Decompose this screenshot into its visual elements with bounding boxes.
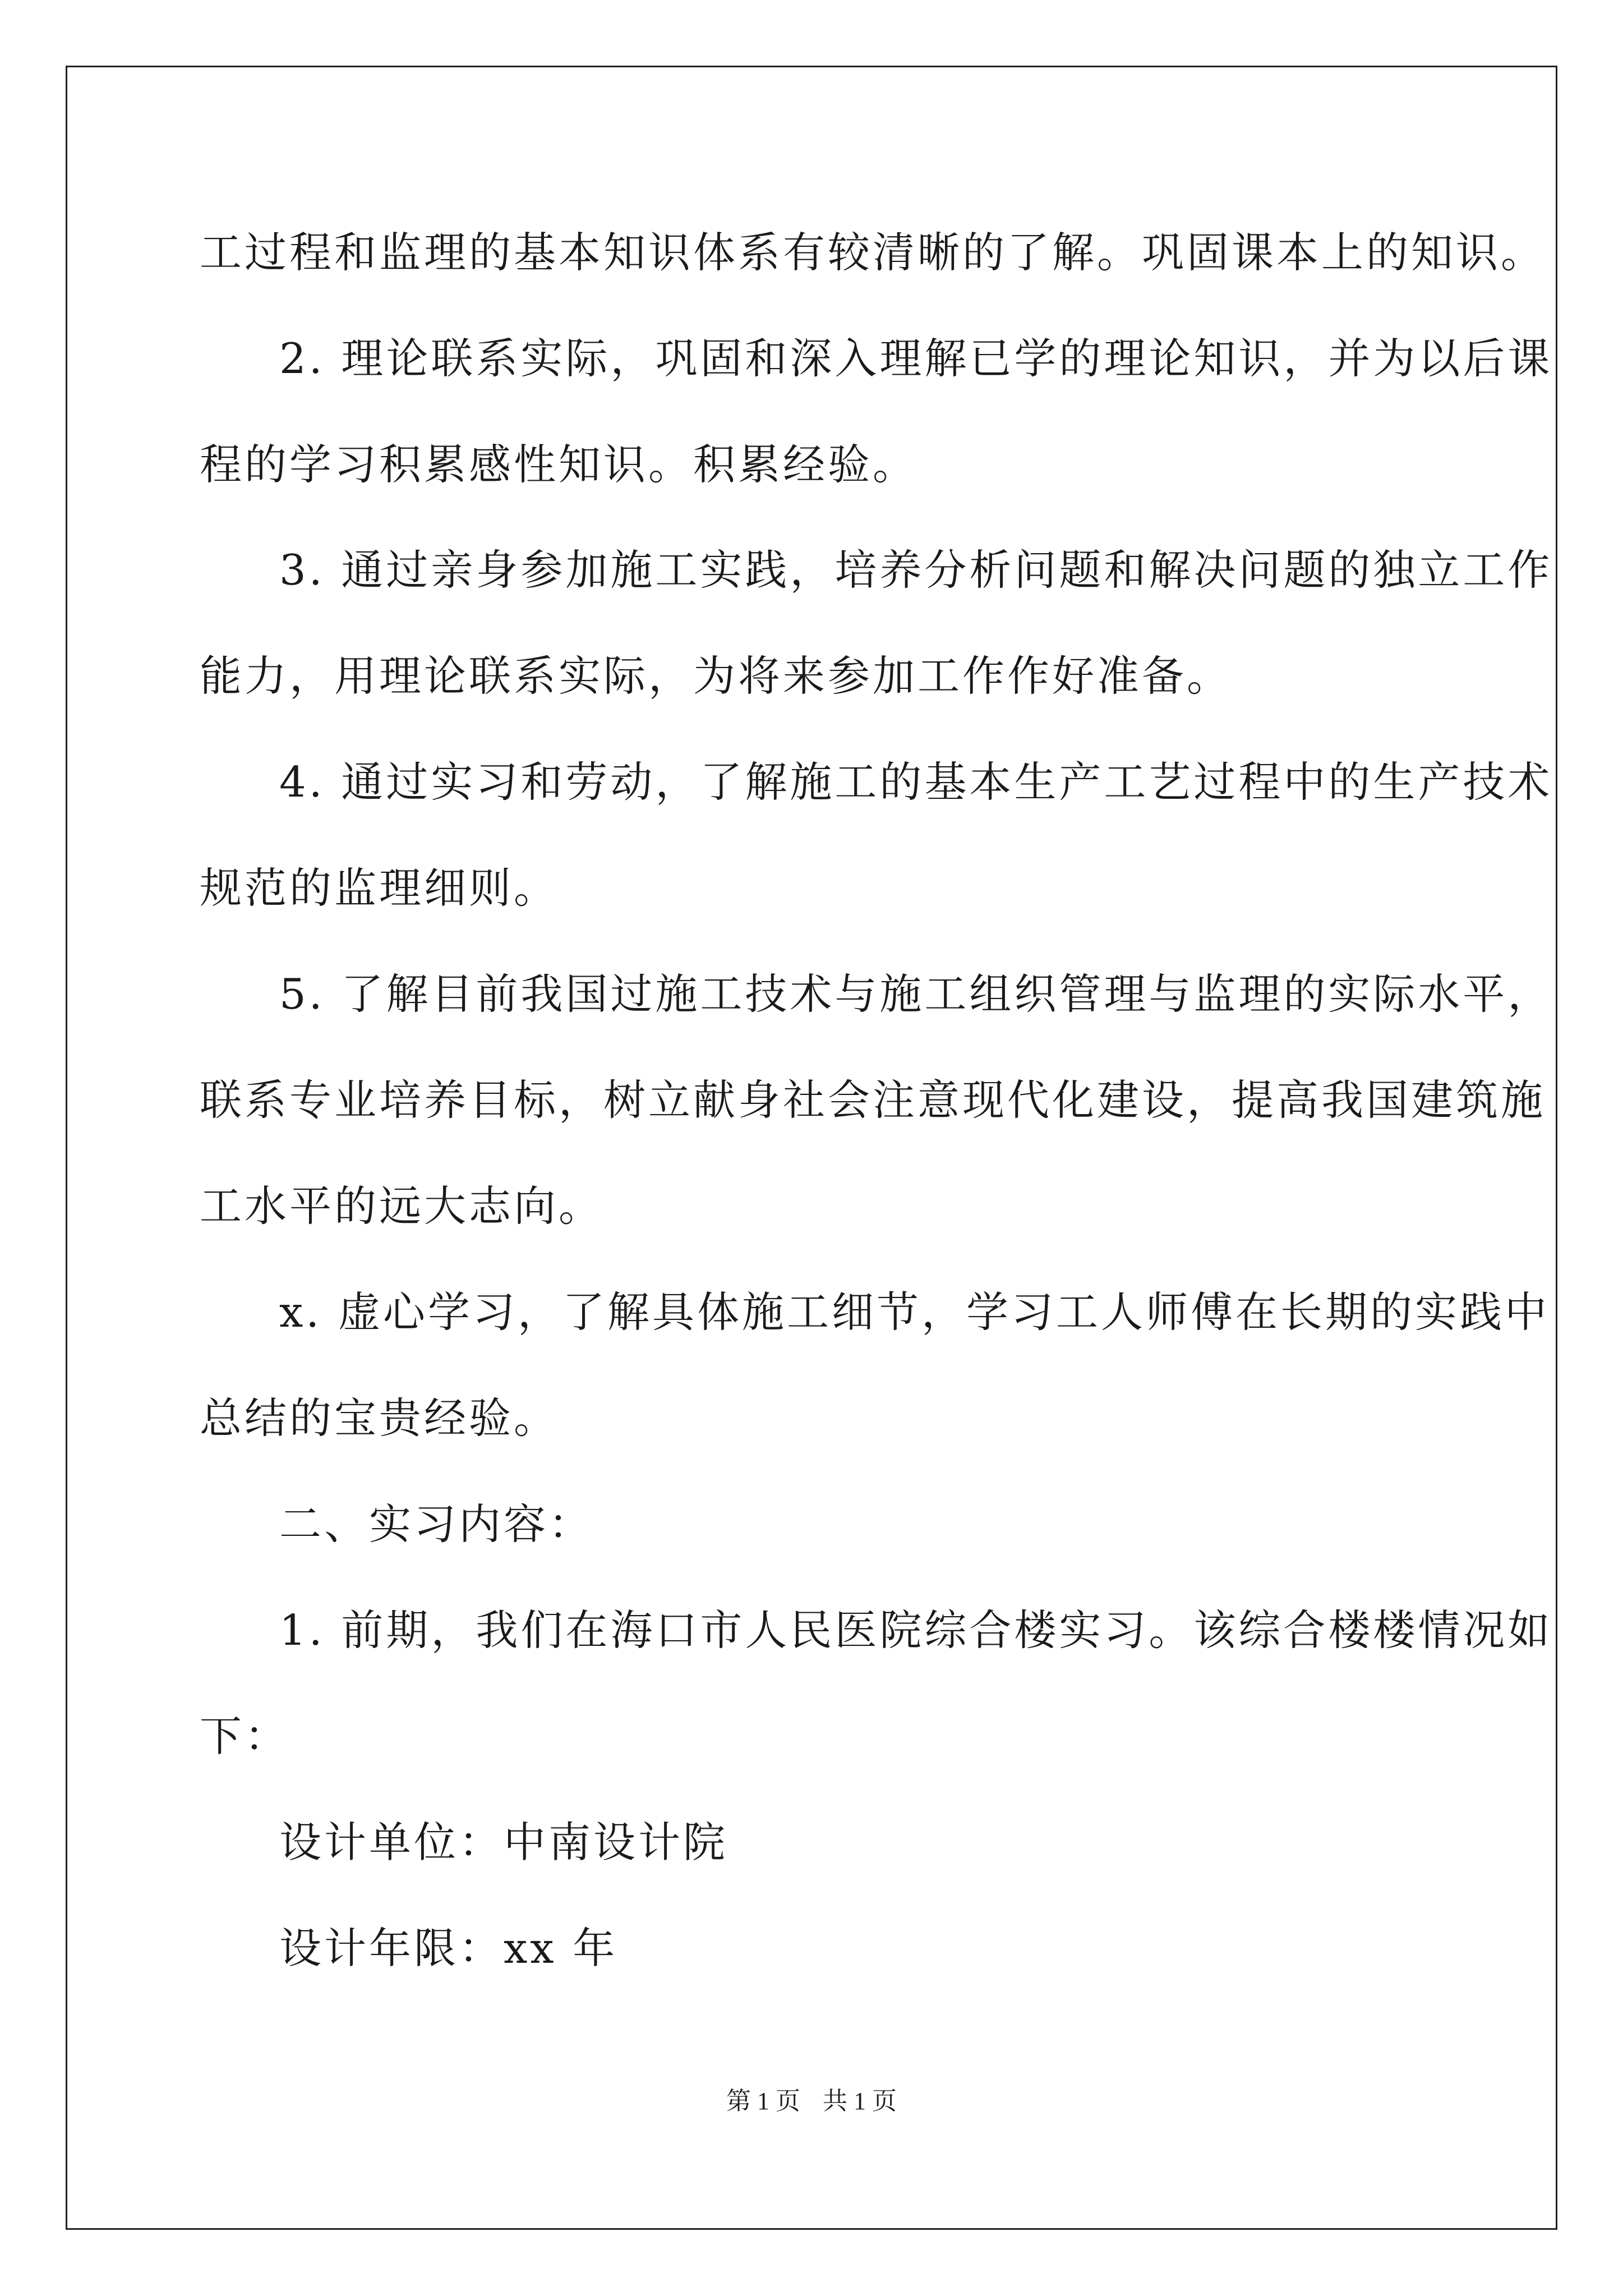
section-heading: 二、实习内容： [279, 1499, 594, 1549]
page-total: 共 1 页 [823, 2087, 897, 2115]
text-line: 能力，用理论联系实际，为将来参加工作作好准备。 [200, 651, 1232, 701]
text-line: 工过程和监理的基本知识体系有较清晰的了解。巩固课本上的知识。 [200, 228, 1546, 277]
text-line: 程的学习积累感性知识。积累经验。 [200, 440, 918, 489]
text-line: 规范的监理细则。 [200, 863, 559, 913]
text-line: 2. 理论联系实际，巩固和深入理解已学的理论知识，并为以后课 [279, 334, 1553, 383]
text-line: 设计单位：中南设计院 [279, 1818, 728, 1867]
text-line: 工水平的远大志向。 [200, 1181, 604, 1231]
text-line: 1. 前期，我们在海口市人民医院综合楼实习。该综合楼楼情况如 [279, 1605, 1553, 1655]
page-number: 第 1 页 [726, 2087, 800, 2115]
text-line: 4. 通过实习和劳动，了解施工的基本生产工艺过程中的生产技术 [279, 757, 1553, 807]
text-line: 5. 了解目前我国过施工技术与施工组织管理与监理的实际水平， [279, 969, 1553, 1019]
text-line: 总结的宝贵经验。 [200, 1393, 559, 1443]
page-border [66, 66, 1557, 2230]
page-footer [0, 2085, 1623, 2118]
text-line: 下： [200, 1711, 290, 1761]
text-line: 3. 通过亲身参加施工实践，培养分析问题和解决问题的独立工作 [279, 545, 1553, 595]
text-line: 设计年限：xx 年 [279, 1924, 618, 1973]
text-line: 联系专业培养目标，树立献身社会注意现代化建设，提高我国建筑施 [200, 1075, 1546, 1125]
text-line: x. 虚心学习，了解具体施工细节，学习工人师傅在长期的实践中 [279, 1287, 1550, 1337]
